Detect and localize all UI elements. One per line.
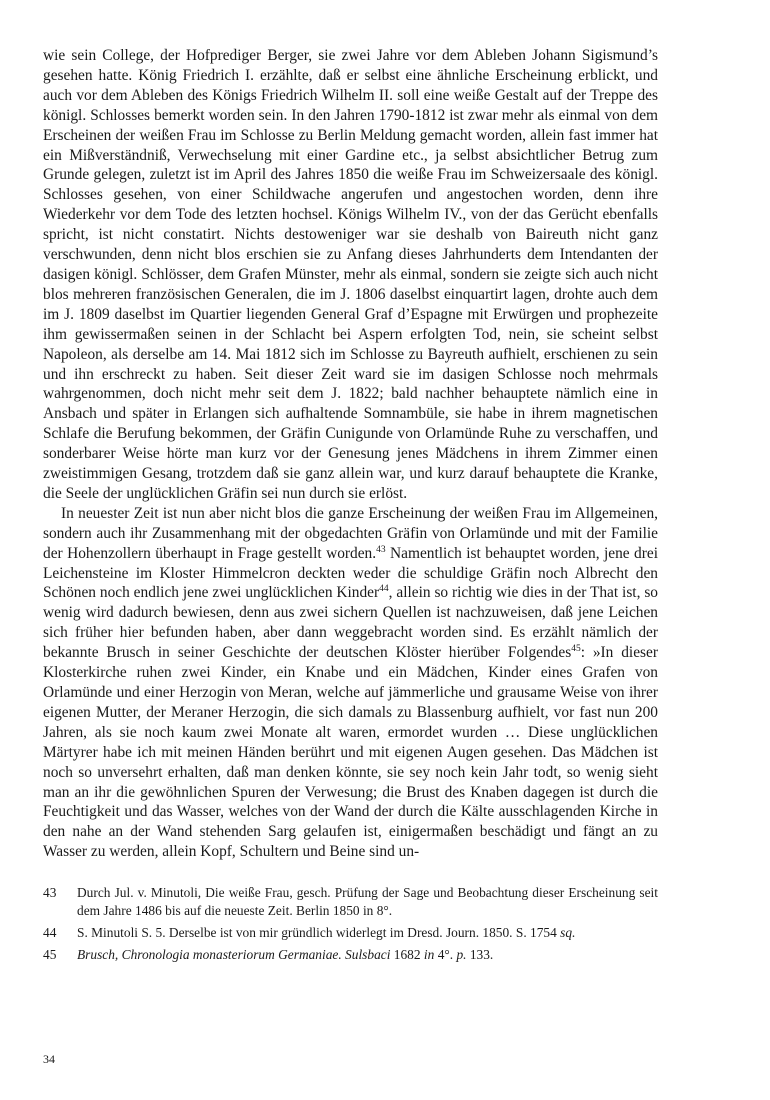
footnote-text-part: 1682 [390,947,424,963]
footnote-ref-44[interactable]: 44 [379,584,389,595]
paragraph-2-part-d: : »In dieser Klosterkirche ruhen zwei Kinder, ein Knabe und ein Mädchen, Kinder eines Grafen von Orlamünde und einer Herzogin von Meran, welche auf jämmerliche und grausame Weise von ihrer eigenen Mutter, der Meraner Herzogin, die sich damals zu Blassenburg aufhielt, vor fast nun 200 Jahren, als sie noch kaum zwei Monate alt waren, ermordet wurden … Diese unglücklichen Märtyrer habe ich mit meinen Händen berührt und mit eigenen Augen gesehen. Das Mädchen ist noch so unversehrt erhalten, daß man denken könnte, sie sey noch kein Jahr todt, so wenig sieht man an ihr die gewöhnlichen Spuren der Verwesung; die Brust des Knaben dagegen ist durch die Feuchtigkeit und das Wasser, welches von der Wand der durch die Kälte ausschlagenden Kirche in den nahe an der Wand stehenden Sarg gelaufen ist, einigermaßen beschädigt und fängt an zu Wasser zu werden, allein Kopf, Schultern und Beine sind un- [43,644,658,861]
paragraph-2-part-a: In neuester Zeit ist nun aber nicht blos die ganze Erscheinung der weißen Frau im Allgemeinen, sondern auch ihr Zusammenhang mit der obgedachten Gräfin von Orlamünde und mit der Familie der Hohenzollern überhaupt in Frage gestellt worden. [43,504,658,562]
footnote-43 [43,884,658,920]
footnote-text-italic: in [423,947,435,963]
footnote-text-italic: p. [456,947,467,963]
footnote-number: 44 [43,925,57,941]
footnote-text-part: 4°. [434,947,457,963]
footnote-44 [43,924,658,942]
body-text [43,46,658,862]
footnote-text [77,924,658,942]
footnote-text-italic: Brusch, Chronologia monasteriorum Germaniae. Sulsbaci [77,947,391,963]
page-number: 34 [43,1052,55,1066]
footnote-text-part: S. Minutoli S. 5. Derselbe ist von mir gründlich widerlegt im Dresd. Journ. 1850. S. 1754 [77,925,561,941]
footnote-text [77,946,658,964]
paragraph-1: wie sein College, der Hofprediger Berger, sie zwei Jahre vor dem Ableben Johann Sigismund’s gesehen hatte. König Friedrich I. erzählte, daß er selbst eine ähnliche Erscheinung erblickt, und auch vor dem Ableben des Königs Friedrich Wilhelm II. soll eine weiße Gestalt auf der Treppe des königl. Schlosses bemerkt worden sein. In den Jahren 1790-1812 ist zwar mehr als einmal von dem Erscheinen der weißen Frau im Schlosse zu Berlin Meldung gemacht worden, allein fast immer hat ein Mißverständniß, Verwechselung mit einer Gardine etc., ja selbst absichtlicher Betrug zum Grunde gelegen, zuletzt ist im April des Jahres 1850 die weiße Frau im Schweizersaale des königl. Schlosses gesehen, von einer Schildwache angerufen und angestochen worden, denn ihre Wiederkehr vor dem Tode des letzten hochsel. Königs Wilhelm IV., von der das Gerücht ebenfalls spricht, ist nicht constatirt. Nichts destoweniger war sie deshalb von Baireuth nicht ganz verschwunden, denn nicht blos erschien sie zu Anfang dieses Jahrhunderts dem Intendanten der dasigen königl. Schlösser, dem Grafen Münster, mehr als einmal, sondern sie zeigte sich auch nicht blos mehreren französischen Generalen, die im J. 1806 daselbst einquartirt lagen, drohte auch dem im J. 1809 daselbst im Quartier liegenden General Graf d’Espagne mit Erwürgen und prophezeite ihm gewissermaßen seinen in der Schlacht bei Aspern erfolgten Tod, nein, sie scheint selbst Napoleon, als derselbe am 14. Mai 1812 sich im Schlosse zu Bayreuth aufhielt, erschienen zu sein und ihn erschreckt zu haben. Seit dieser Zeit ward sie im dasigen Schlosse noch mehrmals wahrgenommen, doch nicht mehr seit dem J. 1822; bald nachher behauptete nämlich eine in Ansbach und später in Erlangen sich aufhaltende Somnambüle, sie habe in ihrem magnetischen Schlafe die Berufung bekommen, der Gräfin Cunigunde von Orlamünde Ruhe zu verschaffen, und sonderbarer Weise hörte man kurz vor der Genesung jenes Mädchens in ihrem Zimmer einen zweistimmigen Gesang, trotzdem daß sie ganz allein war, und kurz darauf behauptete die Kranke, die Seele der unglücklichen Gräfin sei nun durch sie erlöst. [43,47,658,502]
page [43,46,658,968]
footnote-ref-43[interactable]: 43 [376,544,386,555]
paragraph-2-part-b: Namentlich ist behauptet worden, jene drei Leichensteine im Kloster Himmelcron deckten weder die schuldige Gräfin noch Albrecht den Schönen noch endlich jene zwei unglücklichen Kinder [43,544,658,602]
footnote-45 [43,946,658,964]
paragraph-2 [43,504,658,862]
footnote-number: 45 [43,947,57,963]
footnote-text: Durch Jul. v. Minutoli, Die weiße Frau, gesch. Prüfung der Sage und Beobachtung dieser Erscheinung seit dem Jahre 1486 bis auf die neueste Zeit. Berlin 1850 in 8°. [77,885,658,919]
footnote-text-part: 133. [466,947,494,963]
footnotes [43,884,658,964]
paragraph-2-part-c: , allein so richtig wie dies in der That ist, so wenig wird dadurch bewiesen, denn aus zwei sichern Quellen ist nachzuweisen, daß jene Leichen sich früher hier befunden haben, aber dann weggebracht worden sind. Es erzählt nämlich der bekannte Brusch in seiner Geschichte der deutschen Klöster hierüber Folgendes [43,584,658,662]
footnote-ref-45[interactable]: 45 [571,644,581,655]
footnote-number: 43 [43,885,57,901]
footnote-text-italic: sq. [560,925,576,941]
